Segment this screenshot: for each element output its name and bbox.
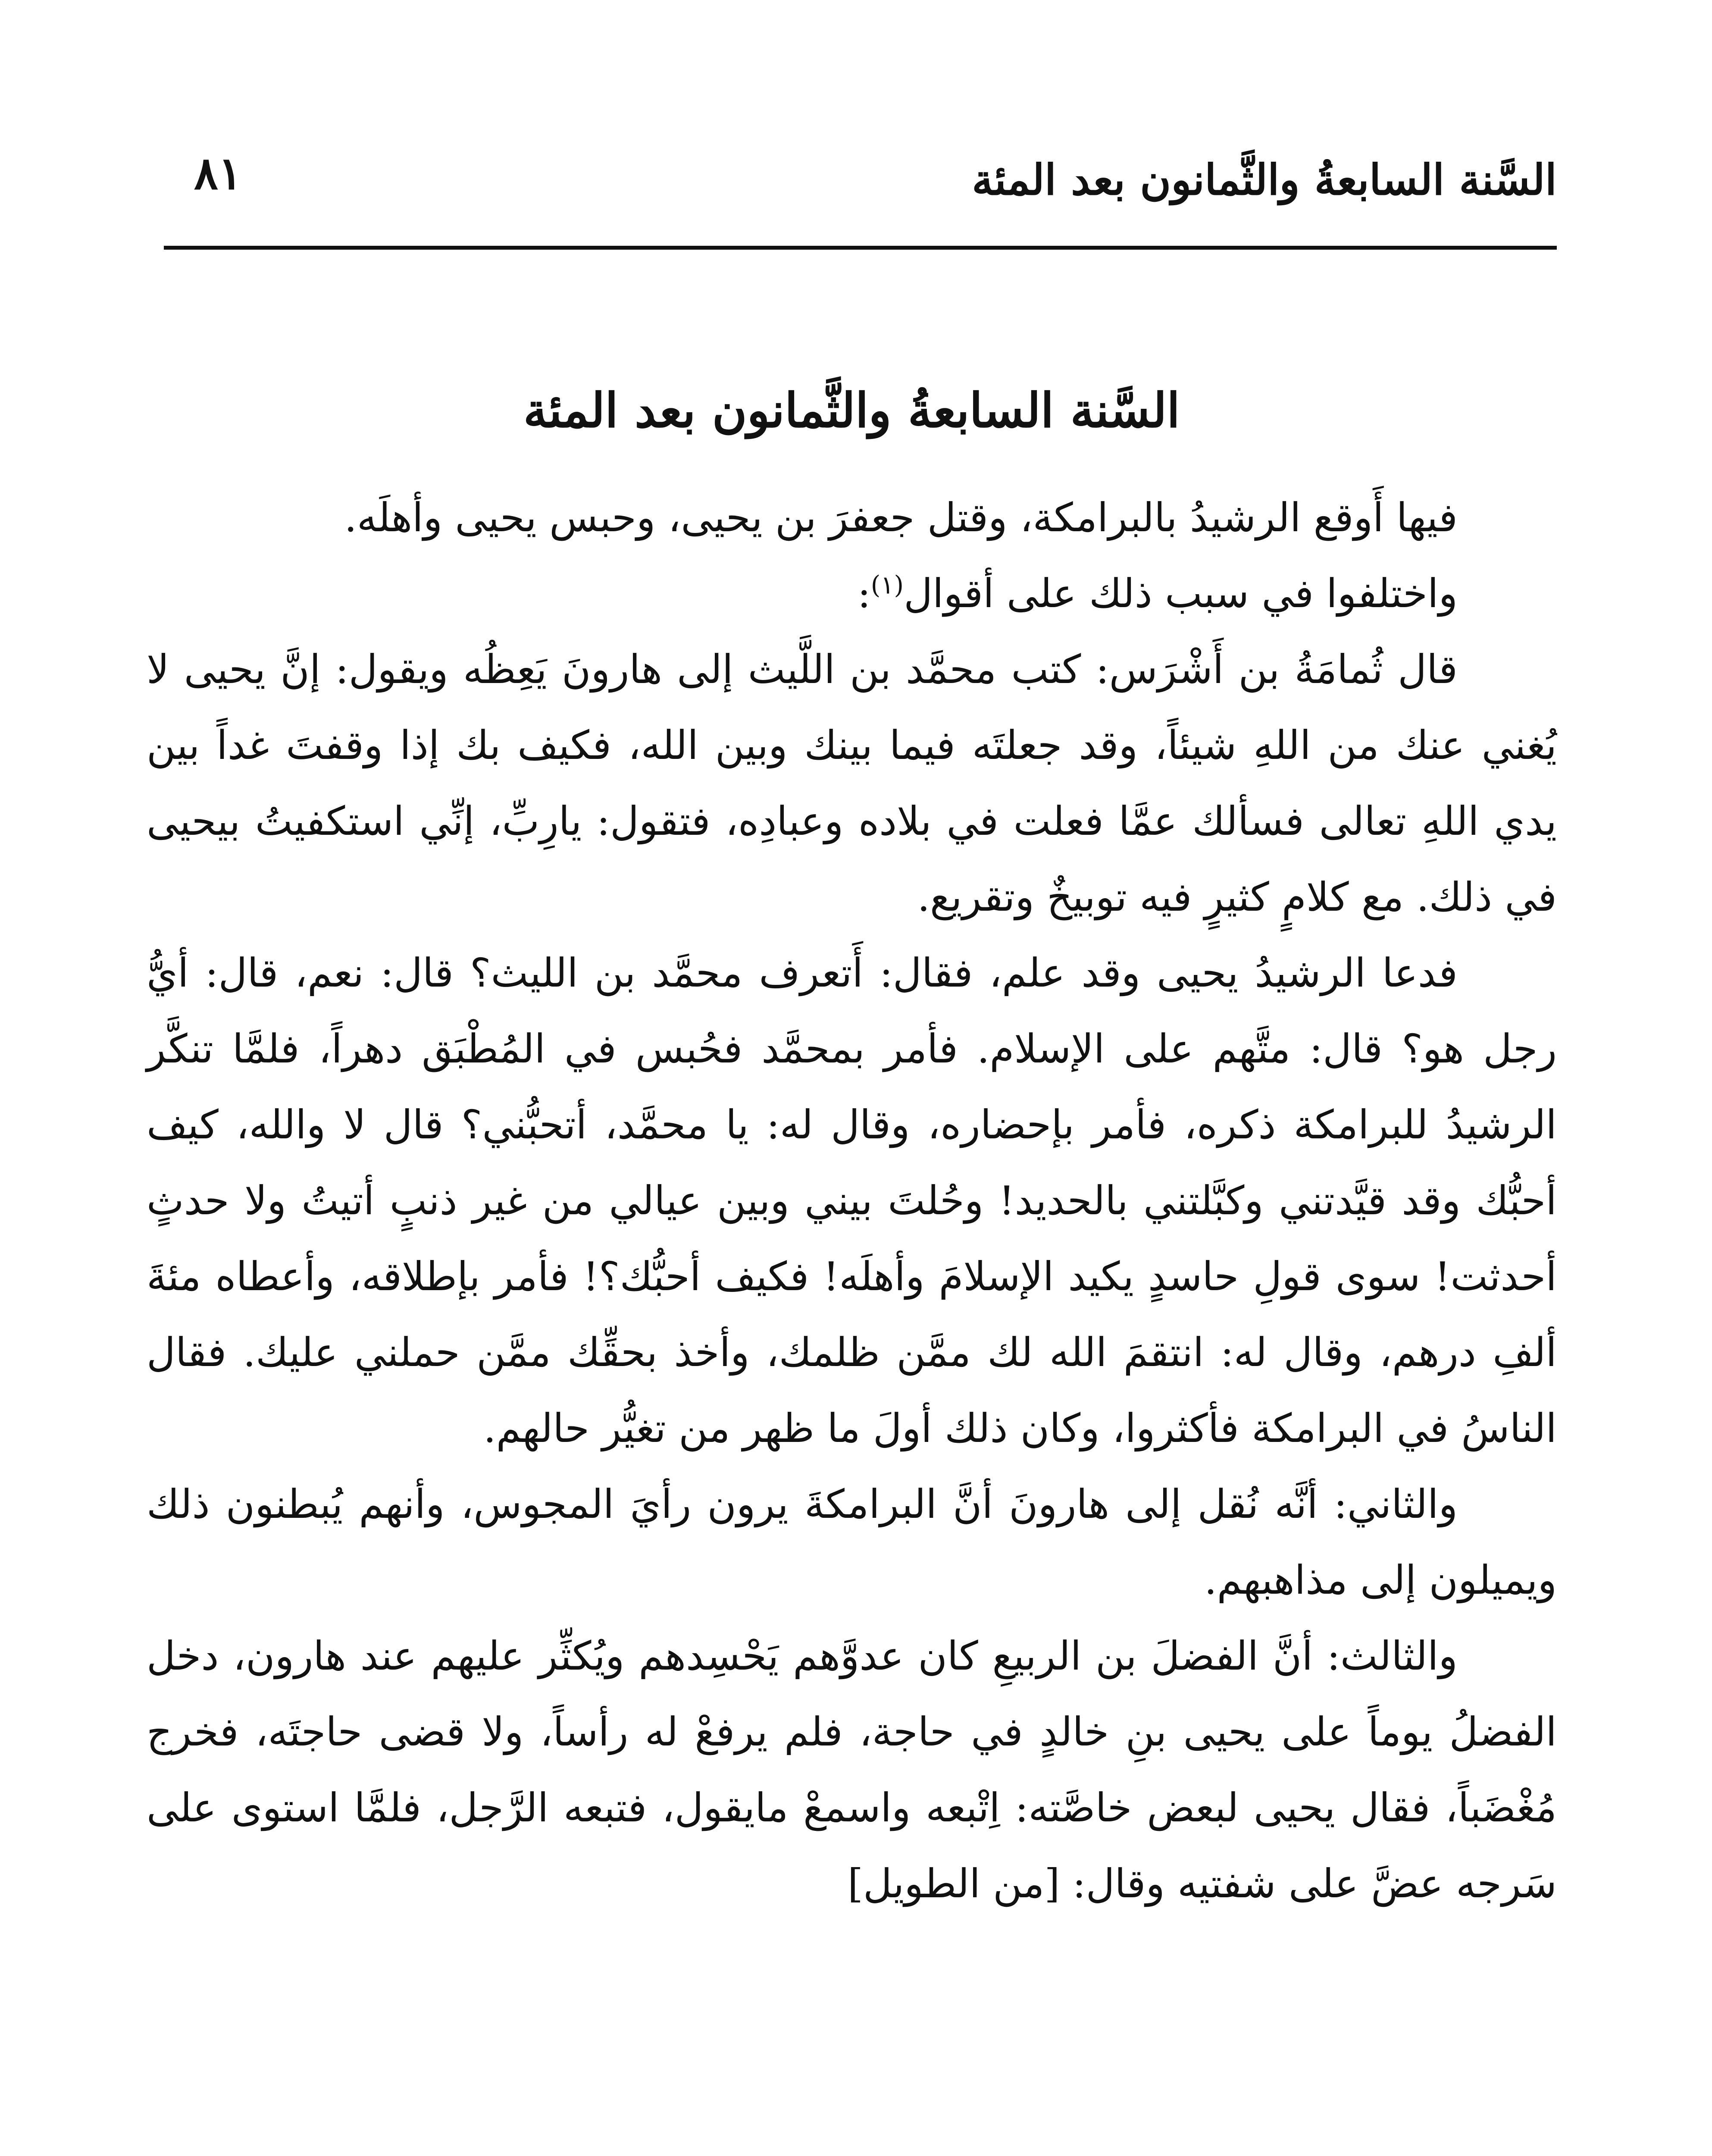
page-number: ٨١ bbox=[194, 147, 242, 200]
paragraph-1: فيها أَوقع الرشيدُ بالبرامكة، وقتل جعفرَ بن يحيى، وحبس يحيى وأهلَه. bbox=[344, 495, 1458, 541]
paragraph-2 bbox=[147, 556, 1557, 632]
main-text bbox=[147, 379, 1557, 1922]
chapter-title: السَّنة السابعةُ والثَّمانون بعد المئة bbox=[523, 382, 1180, 438]
paragraph-5: والثاني: أنَّه نُقل إلى هارونَ أنَّ البرامكةَ يرون رأيَ المجوس، وأنهم يُبطنون ذلك ويميلون إلى مذاهبهم. bbox=[147, 1481, 1557, 1603]
paragraph-6: والثالث: أنَّ الفضلَ بن الربيعِ كان عدوَّهم يَحْسِدهم ويُكثِّر عليهم عند هارون، دخل الفضلُ يوماً على يحيى بنِ خالدٍ في حاجة، فلم يرفعْ له رأساً، ولا قضى حاجتَه، فخرج مُغْضَباً، فقال يحيى لبعض خاصَّته: اِتْبعه واسمعْ مايقول، فتبعه الرَّجل، فلمَّا استوى على سَرجه عضَّ على شفتيه وقال: [من الطويل] bbox=[147, 1633, 1557, 1907]
footnote-reference[interactable]: (١) bbox=[870, 570, 904, 600]
paragraph-4: فدعا الرشيدُ يحيى وقد علم، فقال: أَتعرف محمَّد بن الليث؟ قال: نعم، قال: أيُّ رجل هو؟ قال: متَّهم على الإسلام. فأمر بمحمَّد فحُبس في المُطْبَق دهراً، فلمَّا تنكَّر الرشيدُ للبرامكة ذكره، فأمر بإحضاره، وقال له: يا محمَّد، أتحبُّني؟ قال لا والله، كيف أحبُّك وقد قيَّدتني وكبَّلتني بالحديد! وحُلتَ بيني وبين عيالي من غير ذنبٍ أتيتُ ولا حدثٍ أحدثت! سوى قولِ حاسدٍ يكيد الإسلامَ وأهلَه! فكيف أحبُّك؟! فأمر بإطلاقه، وأعطاه مئةَ ألفِ درهم، وقال له: انتقمَ الله لك ممَّن ظلمك، وأخذ بحقِّك ممَّن حملني عليك. فقال الناسُ في البرامكة فأكثروا، وكان ذلك أولَ ما ظهر من تغيُّر حالهم. bbox=[147, 950, 1557, 1451]
paragraph-2-text: واختلفوا في سبب ذلك على أقوال bbox=[904, 570, 1458, 617]
running-header bbox=[164, 147, 1557, 220]
paragraph-2-colon: : bbox=[857, 570, 871, 617]
running-title: السَّنة السابعةُ والثَّمانون بعد المئة bbox=[972, 155, 1557, 205]
header-rule bbox=[164, 246, 1557, 250]
paragraph-3: قال ثُمامَةُ بن أَشْرَس: كتب محمَّد بن اللَّيث إلى هارونَ يَعِظُه ويقول: إنَّ يحيى لا يُغني عنك من اللهِ شيئاً، وقد جعلتَه فيما بينك وبين الله، فكيف بك إذا وقفتَ غداً بين يدي اللهِ تعالى فسألك عمَّا فعلت في بلاده وعبادِه، فتقول: يارِبِّ، إنِّي استكفيتُ بيحيى في ذلك. مع كلامٍ كثيرٍ فيه توبيخٌ وتقريع. bbox=[147, 646, 1557, 920]
